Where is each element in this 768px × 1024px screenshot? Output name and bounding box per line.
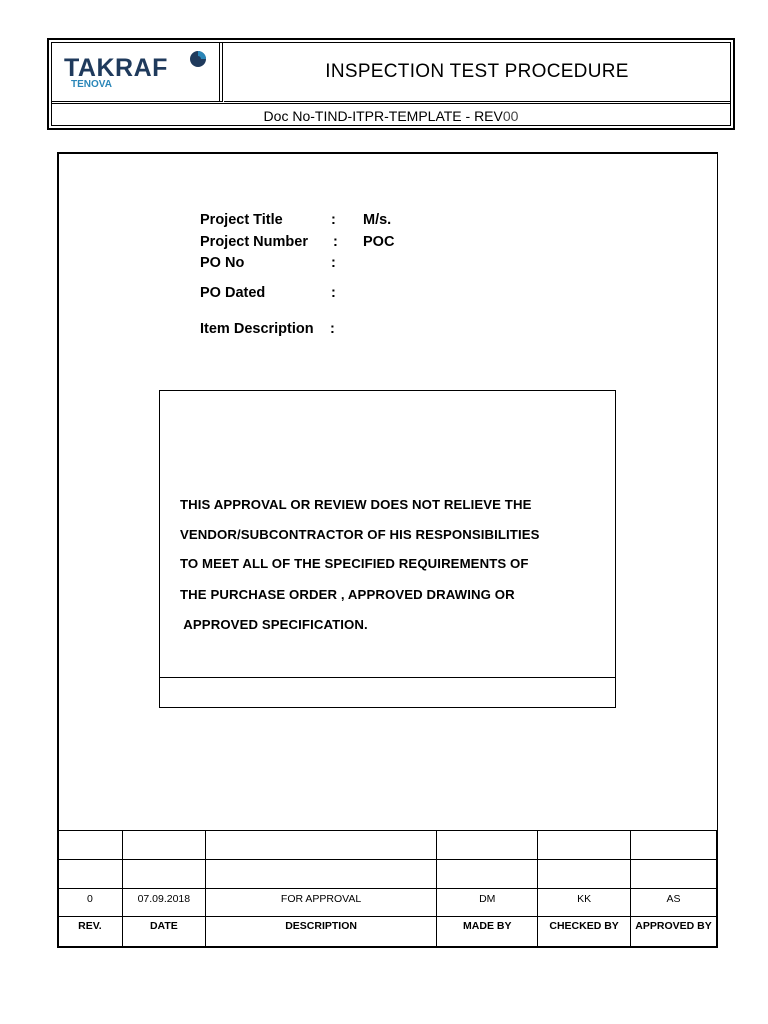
revision-table — [57, 830, 717, 947]
table-cell — [122, 860, 205, 889]
table-cell — [122, 831, 205, 860]
header-approved-by: APPROVED BY — [631, 917, 717, 947]
made-by-cell: DM — [437, 889, 538, 917]
approval-notice-line: TO MEET ALL OF THE SPECIFIED REQUIREMENTS OF — [180, 556, 529, 571]
project-title-label: Project Title — [200, 212, 283, 228]
item-description-colon: : — [330, 321, 335, 337]
po-no-colon: : — [331, 255, 336, 271]
table-cell — [205, 860, 437, 889]
document-header — [47, 38, 735, 130]
header-date: DATE — [122, 917, 205, 947]
approval-notice-line: THE PURCHASE ORDER , APPROVED DRAWING OR — [180, 587, 515, 602]
document-number — [52, 104, 730, 128]
table-cell — [631, 860, 717, 889]
item-description-label: Item Description — [200, 321, 314, 337]
table-row — [58, 831, 717, 860]
company-logo-text: TAKRAF — [64, 54, 168, 82]
po-no-label: PO No — [200, 255, 245, 271]
doc-number-text: Doc No-TIND-ITPR-TEMPLATE - REV — [263, 108, 503, 124]
checked-by-cell: KK — [538, 889, 631, 917]
header-inner-frame — [51, 42, 731, 126]
project-number-colon: : — [333, 234, 338, 250]
logo-cell-divider — [219, 43, 220, 101]
approved-by-cell: AS — [631, 889, 717, 917]
table-cell — [538, 860, 631, 889]
project-number-label: Project Number — [200, 234, 308, 250]
header-checked-by: CHECKED BY — [538, 917, 631, 947]
approval-notice-line: VENDOR/SUBCONTRACTOR OF HIS RESPONSIBILITIES — [180, 527, 540, 542]
po-dated-label: PO Dated — [200, 285, 266, 301]
table-cell — [437, 831, 538, 860]
approval-notice-line: APPROVED SPECIFICATION. — [180, 617, 368, 632]
project-title-colon: : — [331, 212, 336, 228]
table-row — [58, 889, 717, 917]
description-cell: FOR APPROVAL — [205, 889, 437, 917]
rev-cell: 0 — [58, 889, 123, 917]
document-title: INSPECTION TEST PROCEDURE — [224, 43, 730, 102]
table-row — [58, 860, 717, 889]
header-description: DESCRIPTION — [205, 917, 437, 947]
company-logo-subtext: TENOVA — [71, 79, 112, 90]
date-cell: 07.09.2018 — [122, 889, 205, 917]
logo-cell — [52, 43, 223, 102]
table-header-row — [58, 917, 717, 947]
approval-box-divider — [160, 677, 615, 678]
table-cell — [538, 831, 631, 860]
project-number-value: POC — [363, 234, 395, 250]
approval-notice-line: THIS APPROVAL OR REVIEW DOES NOT RELIEVE THE — [180, 497, 532, 512]
table-cell — [437, 860, 538, 889]
approval-stamp-box — [159, 390, 616, 708]
table-cell — [205, 831, 437, 860]
project-title-value: M/s. — [363, 212, 392, 228]
table-cell — [58, 860, 123, 889]
header-rev: REV. — [58, 917, 123, 947]
table-cell — [631, 831, 717, 860]
doc-revision-number: 00 — [502, 108, 519, 124]
logo-globe-icon — [187, 48, 209, 70]
po-dated-colon: : — [331, 285, 336, 301]
table-cell — [58, 831, 123, 860]
header-made-by: MADE BY — [437, 917, 538, 947]
